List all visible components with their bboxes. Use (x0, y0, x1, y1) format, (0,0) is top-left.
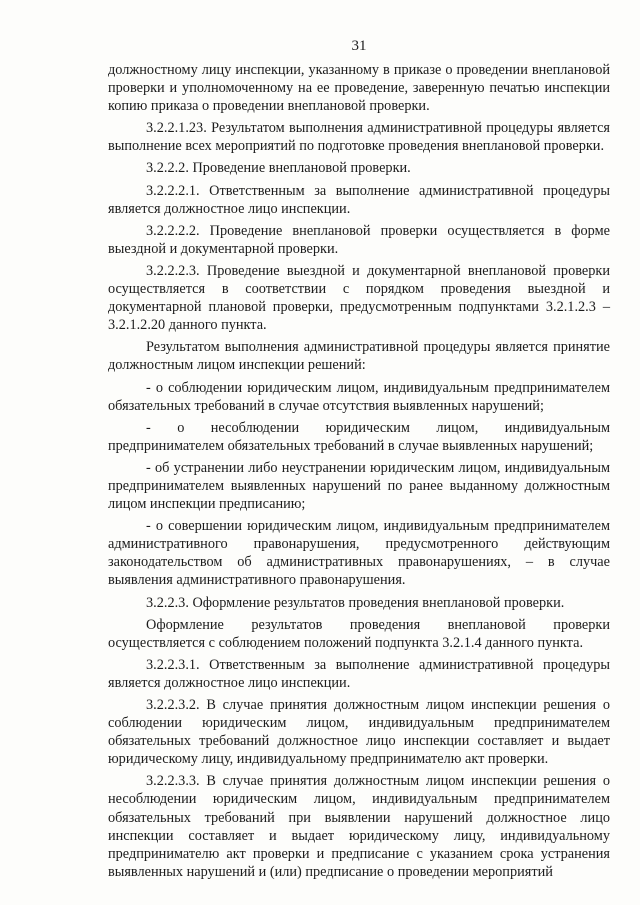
paragraph: - о несоблюдении юридическим лицом, индивидуальным предпринимателем обязательных требований в случае выявленных нарушений; (108, 419, 610, 454)
paragraph: 3.2.2.2.3. Проведение выездной и документарной внеплановой проверки осуществляется в соответствии с порядком проведения выездной и документарной плановой проверки, предусмотренным подпунктами 3.2.1.2.3 – 3.2.1.2.20 данного пункта. (108, 262, 610, 334)
paragraph: должностному лицу инспекции, указанному в приказе о проведении внеплановой проверки и уполномоченному на ее проведение, заверенную печатью инспекции копию приказа о проведении внеплановой проверки. (108, 62, 610, 115)
paragraph: 3.2.2.2. Проведение внеплановой проверки. (146, 160, 411, 177)
paragraph: 3.2.2.3. Оформление результатов проведения внеплановой проверки. (146, 594, 565, 611)
paragraph: Результатом выполнения административной процедуры является принятие должностным лицом инспекции решений: (108, 339, 610, 374)
paragraph: 3.2.2.3.2. В случае принятия должностным лицом инспекции решения о соблюдении юридическим лицом, индивидуальным предпринимателем обязательных требований должностное лицо инспекции составляет и выдает юридическому лицу, индивидуальному предпринимателю акт проверки. (108, 697, 610, 768)
paragraph: - о соблюдении юридическим лицом, индивидуальным предпринимателем обязательных требований в случае отсутствия выявленных нарушений; (108, 379, 610, 414)
page-number: 31 (351, 38, 367, 54)
paragraph: Оформление результатов проведения внеплановой проверки осуществляется с соблюдением положений подпункта 3.2.1.4 данного пункта. (108, 616, 610, 651)
paragraph: 3.2.2.1.23. Результатом выполнения административной процедуры является выполнение всех мероприятий по подготовке проведения внеплановой проверки. (108, 120, 610, 155)
paragraph: 3.2.2.2.1. Ответственным за выполнение административной процедуры является должностное лицо инспекции. (108, 182, 610, 217)
paragraph: 3.2.2.2.2. Проведение внеплановой проверки осуществляется в форме выездной и документарной проверки. (108, 222, 610, 257)
paragraph: 3.2.2.3.1. Ответственным за выполнение административной процедуры является должностное лицо инспекции. (108, 656, 610, 691)
paragraph: - об устранении либо неустранении юридическим лицом, индивидуальным предпринимателем выявленных нарушений по ранее выданному должностным лицом инспекции предписанию; (108, 459, 610, 513)
paragraph: 3.2.2.3.3. В случае принятия должностным лицом инспекции решения о несоблюдении юридическим лицом, индивидуальным предпринимателем обязательных требований при выявлении нарушений должностное лицо инспекции составляет и выдает юридическому лицу, индивидуальному предпринимателю акт проверки и предписание с указанием срока устранения выявленных нарушений и (или) предписание о проведении мероприятий (108, 773, 610, 880)
paragraph: - о совершении юридическим лицом, индивидуальным предпринимателем административного правонарушения, предусмотренного действующим законодательством об административных правонарушениях, – в случае выявления административного правонарушения. (108, 518, 610, 589)
document-body (108, 61, 610, 881)
